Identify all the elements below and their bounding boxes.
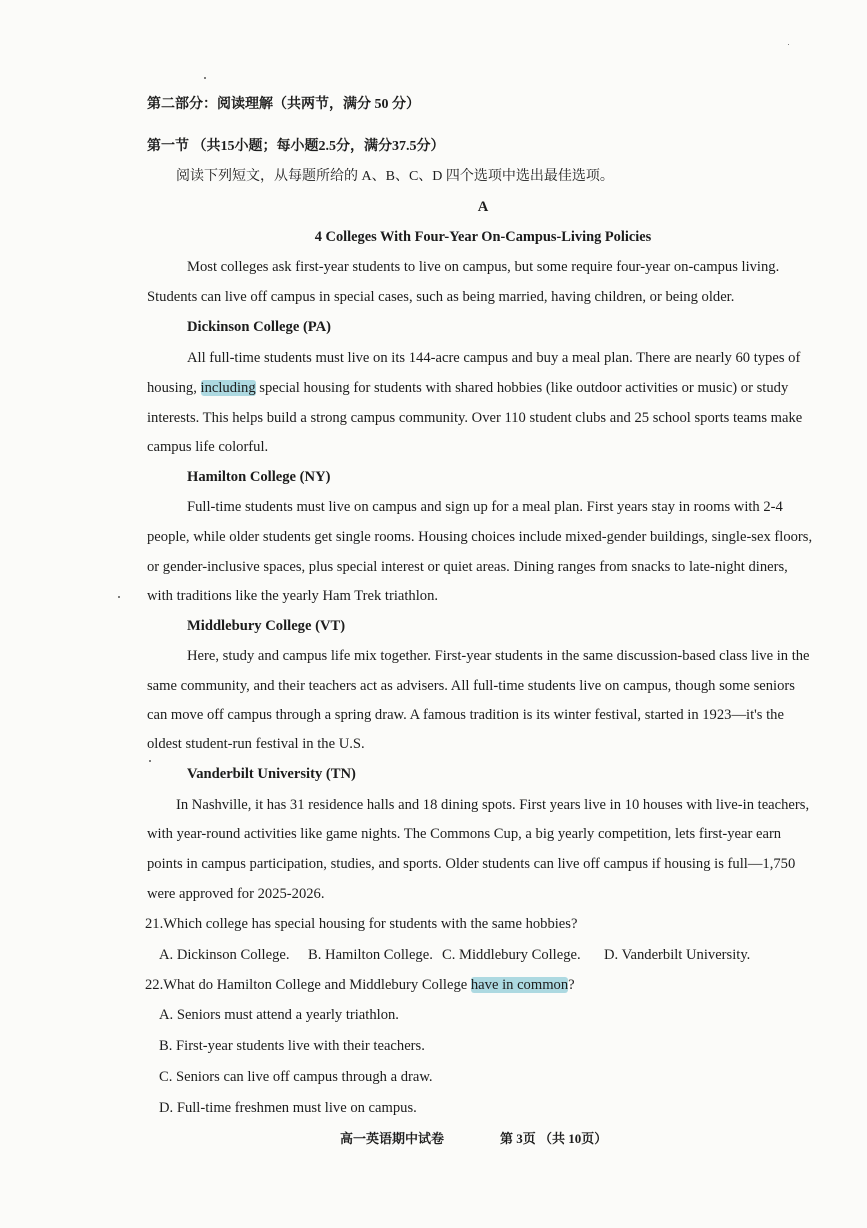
question-21-stem: 21.Which college has special housing for students with the same hobbies? <box>145 916 578 932</box>
passage-title: 4 Colleges With Four-Year On-Campus-Living Policies <box>314 229 652 245</box>
dickinson-line-2: housing, including special housing for students with shared hobbies (like outdoor activities or music) or study <box>147 380 789 396</box>
footer-page-number: 第 3页 （共 10页） <box>500 1131 608 1146</box>
scan-speck <box>149 760 151 762</box>
question-22-stem: 22.What do Hamilton College and Middlebury College have in common? <box>145 977 575 993</box>
q22-option-d: D. Full-time freshmen must live on campus. <box>159 1100 417 1116</box>
highlight-including: including <box>200 380 256 396</box>
q21-option-d: D. Vanderbilt University. <box>604 947 751 963</box>
intro-line-1: Most colleges ask first-year students to live on campus, but some require four-year on-campus living. <box>187 259 780 275</box>
dickinson-heading: Dickinson College (PA) <box>187 319 332 335</box>
intro-line-2: Students can live off campus in special cases, such as being married, having children, or being older. <box>147 289 735 305</box>
middlebury-line-2: same community, and their teachers act as advisers. All full-time students live on campus, though some seniors <box>147 678 795 694</box>
hamilton-line-4: with traditions like the yearly Ham Trek triathlon. <box>147 588 439 604</box>
highlight-have-in-common: have in common <box>470 977 569 993</box>
dickinson-line-1: All full-time students must live on its 144-acre campus and buy a meal plan. There are nearly 60 types of <box>187 350 801 366</box>
q21-option-a: A. Dickinson College. <box>159 947 290 963</box>
q22-option-c: C. Seniors can live off campus through a draw. <box>159 1069 433 1085</box>
scan-speck <box>204 77 206 79</box>
footer-exam-name: 高一英语期中试卷 <box>340 1131 445 1146</box>
section-heading: 第一节 （共15小题；每小题2.5分，满分37.5分） <box>147 139 445 154</box>
middlebury-line-3: can move off campus through a spring draw. A famous tradition is its winter festival, started in 1923—it's the <box>147 707 784 723</box>
middlebury-heading: Middlebury College (VT) <box>187 618 346 634</box>
q22-option-b: B. First-year students live with their teachers. <box>159 1038 425 1054</box>
hamilton-line-3: or gender-inclusive spaces, plus special interest or quiet areas. Dining ranges from snacks to late-night diners, <box>147 559 788 575</box>
middlebury-line-4: oldest student-run festival in the U.S. <box>147 736 365 752</box>
vanderbilt-line-2: with year-round activities like game nights. The Commons Cup, a big yearly competition, lets first-year earn <box>147 826 782 842</box>
dickinson-line-4: campus life colorful. <box>147 439 269 455</box>
passage-letter: A <box>477 199 489 215</box>
hamilton-heading: Hamilton College (NY) <box>187 469 331 485</box>
scan-speck <box>788 44 789 45</box>
vanderbilt-heading: Vanderbilt University (TN) <box>187 766 356 782</box>
vanderbilt-line-1: In Nashville, it has 31 residence halls and 18 dining spots. First years live in 10 houses with live-in teachers, <box>176 797 810 813</box>
hamilton-line-1: Full-time students must live on campus and sign up for a meal plan. First years stay in rooms with 2-4 <box>187 499 783 515</box>
hamilton-line-2: people, while older students get single rooms. Housing choices include mixed-gender buildings, single-sex floors, <box>147 529 813 545</box>
q21-option-b: B. Hamilton College. <box>308 947 433 963</box>
vanderbilt-line-4: were approved for 2025-2026. <box>147 886 325 902</box>
part-heading: 第二部分：阅读理解（共两节，满分 50 分） <box>147 97 420 112</box>
scan-speck <box>118 596 120 598</box>
q21-option-c: C. Middlebury College. <box>442 947 581 963</box>
middlebury-line-1: Here, study and campus life mix together. First-year students in the same discussion-based class live in the <box>187 648 810 664</box>
vanderbilt-line-3: points in campus participation, studies, and sports. Older students can live off campus if housing is full—1,750 <box>147 856 796 872</box>
q22-option-a: A. Seniors must attend a yearly triathlon. <box>159 1007 399 1023</box>
instruction: 阅读下列短文，从每题所给的 A、B、C、D 四个选项中选出最佳选项。 <box>176 169 614 184</box>
dickinson-line-3: interests. This helps build a strong campus community. Over 110 student clubs and 25 school sports teams make <box>147 410 803 426</box>
